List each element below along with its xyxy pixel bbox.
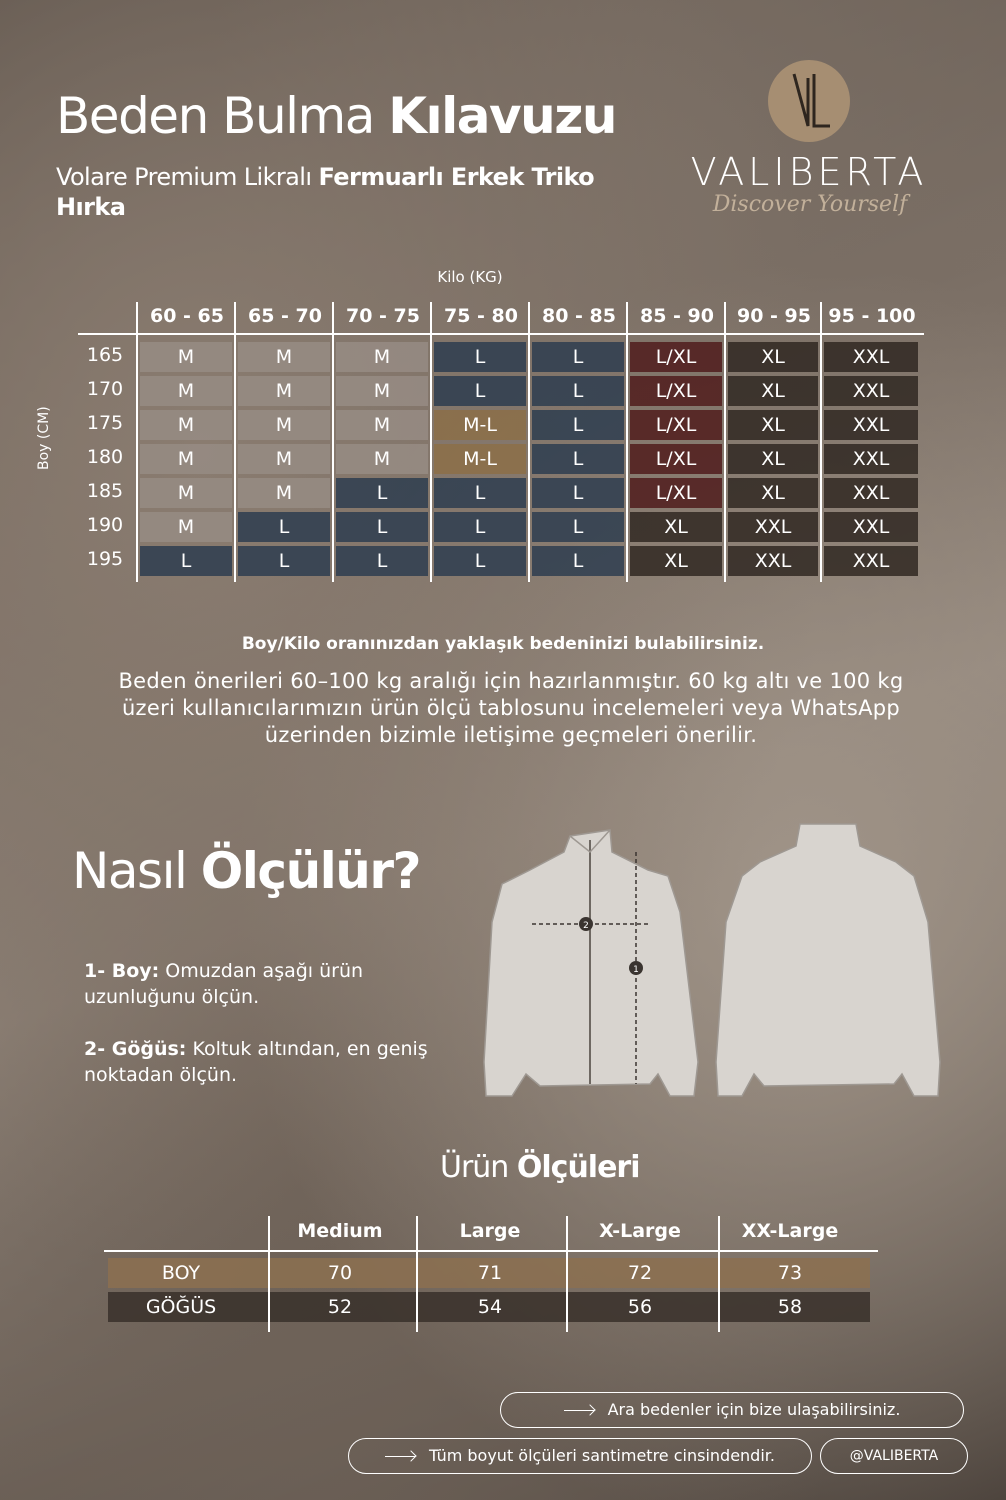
size-cell: XL <box>630 546 722 576</box>
size-cell: L <box>336 478 428 508</box>
size-cell: M <box>336 444 428 474</box>
size-cell: L <box>434 546 526 576</box>
brand-tagline: Discover Yourself <box>712 192 908 217</box>
measurement-header-divider <box>104 1250 878 1252</box>
measurement-column-divider <box>416 1216 418 1332</box>
step-length: 1- Boy: Omuzdan aşağı ürün uzunluğunu ölçün. <box>84 960 364 1008</box>
size-cell: L/XL <box>630 410 722 440</box>
height-label-175: 175 <box>86 412 124 434</box>
size-cell: M <box>238 410 330 440</box>
jacket-back-icon <box>716 824 940 1096</box>
size-cell: XL <box>728 478 818 508</box>
weight-header-3: 75 - 80 <box>444 305 518 327</box>
size-cell: L <box>532 478 624 508</box>
measurement-column-3: XX-Large <box>741 1220 839 1242</box>
size-cell: L <box>336 546 428 576</box>
measurement-value: 72 <box>627 1262 653 1284</box>
step-chest: 2- Göğüs: Koltuk altından, en geniş noktadan ölçün. <box>84 1038 428 1086</box>
size-cell: L/XL <box>630 444 722 474</box>
table-column-divider <box>820 302 822 582</box>
size-cell: XL <box>728 376 818 406</box>
size-cell: L/XL <box>630 478 722 508</box>
table-column-divider <box>234 302 236 582</box>
size-cell: L <box>434 376 526 406</box>
size-cell: XXL <box>824 410 918 440</box>
size-cell: M <box>140 410 232 440</box>
footer-note-sizes: Ara bedenler için bize ulaşabilirsiniz. <box>500 1392 964 1428</box>
size-cell: XL <box>728 410 818 440</box>
height-label-180: 180 <box>86 446 124 468</box>
weight-header-7: 95 - 100 <box>828 305 916 327</box>
brand-name: VALIBERTA <box>690 150 928 194</box>
table-column-divider <box>136 302 138 582</box>
y-axis-label: Boy (CM) <box>36 406 52 470</box>
size-cell: XXL <box>824 546 918 576</box>
size-cell: M <box>140 478 232 508</box>
x-axis-label: Kilo (KG) <box>437 268 503 286</box>
size-cell: M <box>140 444 232 474</box>
size-cell: L <box>532 444 624 474</box>
size-cell: XL <box>630 512 722 542</box>
arrow-right-icon <box>564 1410 594 1411</box>
page-subtitle: Volare Premium Likralı Fermuarlı Erkek Triko Hırka <box>56 163 595 221</box>
arrow-right-icon <box>385 1456 415 1457</box>
size-cell: L <box>140 546 232 576</box>
size-cell: M <box>238 444 330 474</box>
size-cell: L <box>238 546 330 576</box>
size-cell: L/XL <box>630 376 722 406</box>
measurement-column-0: Medium <box>297 1220 383 1242</box>
table-column-divider <box>626 302 628 582</box>
size-cell: XXL <box>824 444 918 474</box>
table-column-divider <box>332 302 334 582</box>
size-cell: L <box>532 512 624 542</box>
size-note-paragraph: Beden önerileri 60–100 kg aralığı için hazırlanmıştır. 60 kg altı ve 100 kg üzeri kullanıcılarımızın ürün ölçü tablosunu incelemeleri veya WhatsApp üzerinden bizimle iletişime geçmeleri önerilir. <box>118 669 904 747</box>
size-cell: L <box>434 478 526 508</box>
page-title: Beden Bulma Kılavuzu <box>56 87 616 145</box>
weight-header-2: 70 - 75 <box>346 305 420 327</box>
measurement-value: 71 <box>477 1262 503 1284</box>
measurement-column-divider <box>268 1216 270 1332</box>
size-cell: XL <box>728 342 818 372</box>
size-cell: M <box>140 342 232 372</box>
size-cell: XXL <box>728 546 818 576</box>
size-cell: M <box>140 376 232 406</box>
size-cell: L <box>532 410 624 440</box>
measurement-value: 58 <box>777 1296 803 1318</box>
size-cell: L <box>336 512 428 542</box>
size-cell: L <box>532 376 624 406</box>
size-cell: XL <box>728 444 818 474</box>
footer-handle[interactable]: @VALIBERTA <box>820 1438 968 1474</box>
size-cell: M <box>336 410 428 440</box>
weight-header-5: 85 - 90 <box>640 305 714 327</box>
measurement-row-label: GÖĞÜS <box>145 1296 217 1318</box>
table-column-divider <box>528 302 530 582</box>
size-cell: M-L <box>434 410 526 440</box>
size-cell: L/XL <box>630 342 722 372</box>
weight-header-1: 65 - 70 <box>248 305 322 327</box>
measurement-value: 73 <box>777 1262 803 1284</box>
measurement-value: 54 <box>477 1296 503 1318</box>
size-cell: M <box>238 376 330 406</box>
weight-header-6: 90 - 95 <box>737 305 811 327</box>
size-cell: L <box>238 512 330 542</box>
measurement-column-divider <box>566 1216 568 1332</box>
height-label-190: 190 <box>86 514 124 536</box>
height-label-195: 195 <box>86 548 124 570</box>
table-column-divider <box>430 302 432 582</box>
measurement-value: 56 <box>627 1296 653 1318</box>
brand-logo-icon <box>768 60 850 142</box>
weight-header-0: 60 - 65 <box>150 305 224 327</box>
jacket-illustration <box>470 812 950 1112</box>
marker-chest: 2 <box>583 921 589 931</box>
marker-length: 1 <box>633 965 639 975</box>
measurement-column-1: Large <box>459 1220 521 1242</box>
size-cell: L <box>434 342 526 372</box>
height-label-165: 165 <box>86 344 124 366</box>
size-cell: M-L <box>434 444 526 474</box>
measurement-value: 52 <box>327 1296 353 1318</box>
measurement-column-2: X-Large <box>599 1220 681 1242</box>
size-cell: M <box>336 376 428 406</box>
size-note-bold: Boy/Kilo oranınızdan yaklaşık bedeninizi bulabilirsiniz. <box>241 634 765 654</box>
size-cell: XXL <box>728 512 818 542</box>
size-cell: XXL <box>824 376 918 406</box>
size-cell: XXL <box>824 478 918 508</box>
measurement-row-label: BOY <box>161 1262 201 1284</box>
how-to-measure-title: Nasıl Ölçülür? <box>72 842 421 900</box>
size-cell: L <box>434 512 526 542</box>
measurement-column-divider <box>718 1216 720 1332</box>
size-cell: M <box>140 512 232 542</box>
table-header-divider <box>78 333 924 335</box>
height-label-185: 185 <box>86 480 124 502</box>
footer-note-units: Tüm boyut ölçüleri santimetre cinsindendir. <box>348 1438 812 1474</box>
size-cell: XXL <box>824 342 918 372</box>
product-measurements-title: Ürün Ölçüleri <box>440 1150 640 1185</box>
size-cell: M <box>238 342 330 372</box>
size-cell: M <box>238 478 330 508</box>
table-column-divider <box>724 302 726 582</box>
height-label-170: 170 <box>86 378 124 400</box>
size-cell: XXL <box>824 512 918 542</box>
measurement-value: 70 <box>327 1262 353 1284</box>
size-cell: L <box>532 342 624 372</box>
size-cell: M <box>336 342 428 372</box>
size-cell: L <box>532 546 624 576</box>
weight-header-4: 80 - 85 <box>542 305 616 327</box>
jacket-front-icon <box>484 830 698 1096</box>
